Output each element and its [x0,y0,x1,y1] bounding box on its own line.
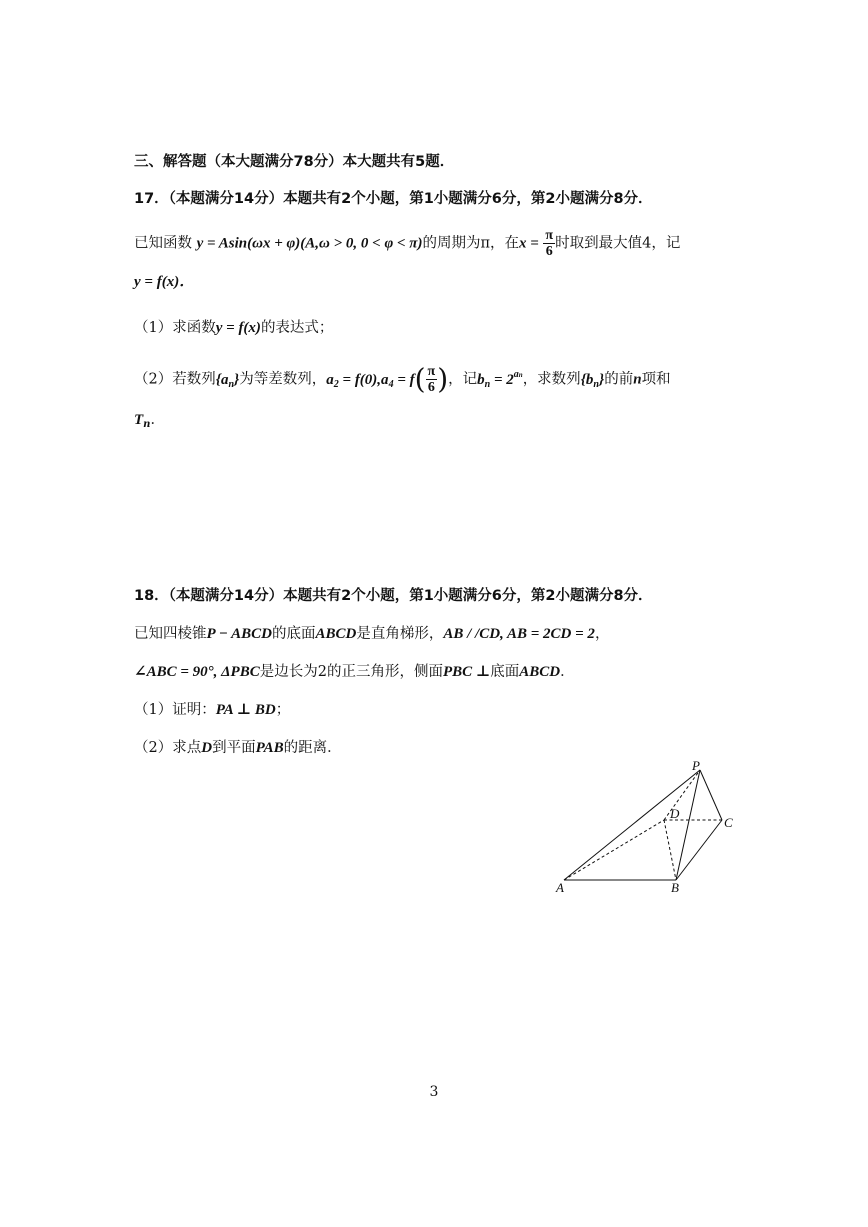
edge-ad [564,820,664,880]
label-p: P [692,758,700,773]
label-c: C [724,815,733,830]
q18-line1-b: 的底面 [272,626,316,642]
q18-part1-math: PA ⊥ BD [215,702,276,718]
label-a: A [556,880,564,895]
q17-stem-a: 已知函数 [134,235,192,252]
q18-line2-a: 是边长为2的正三角形，侧面 [259,664,443,680]
q18-part1-prefix: （1）证明： [134,702,216,718]
q17-part2-n: n [633,371,642,388]
q17-a4-rest: = f [393,371,415,388]
page-number: 3 [429,1084,439,1100]
q18-part2-m1: D [201,740,213,756]
q18-part2-mid: 到平面 [212,740,256,756]
q17-part2-e: 项和 [641,371,671,388]
q18-line1-c: 是直角梯形， [356,626,444,642]
q17-stem-c: 时取到最大值4，记 [555,235,681,252]
q17-bn-sup-sub: n [518,370,523,379]
q17-part2-frac-num: π [427,364,436,379]
q17-bn-sup: a [513,368,519,380]
q17-part1-prefix: （1）求函数 [134,320,216,336]
q17-stem-line2: y = f(x)． [134,274,195,290]
q17-part2-b: ，记 [448,371,478,388]
q17-paren-open: ( [414,362,426,396]
q17-a2: a [326,371,334,388]
q17-bn: b [477,371,485,388]
q18-part2-prefix: （2）求点 [134,740,202,756]
q17-tn-sub: n [143,419,151,430]
q17-part1-math: y = f(x) [215,320,261,336]
q18-line2-m2: PBC ⊥ [442,664,491,680]
q18-part2-suffix: 的距离． [283,740,342,756]
edge-bd [664,820,676,880]
q17-a4-sub: 4 [388,378,394,390]
q17-frac-num: π [545,228,554,243]
q17-part2-mid: 为等差数列， [239,371,327,388]
q18-part1-suffix: ； [275,702,291,718]
q17-tn-end: ． [150,412,165,428]
q18-header: 18．（本题满分14分）本题共有2个小题，第1小题满分6分，第2小题满分8分． [134,588,653,604]
q17-frac-den: 6 [545,244,553,259]
q17-part2-frac-den: 6 [427,380,435,395]
q17-header: 17．（本题满分14分）本题共有2个小题，第1小题满分6分，第2小题满分8分． [134,191,653,207]
q17-tn-T: T [134,412,144,428]
q17-part2-c: ，求数列 [522,371,581,388]
q17-stem-func: y = Asin(ωx + φ)(A,ω > 0, 0 < φ < π) [196,235,423,252]
q18-line2-m3: ABCD [519,664,561,680]
section-heading: 三、解答题（本大题满分78分）本大题共有5题． [134,154,455,170]
q18-line1-a: 已知四棱锥 [134,626,207,642]
q17-a2-sub: 2 [333,378,339,390]
q17-part1-suffix: 的表达式； [260,320,334,336]
q17-stem-x: x = [519,235,539,252]
q18-line1-m1: P − ABCD [206,626,272,642]
q17-part2-prefix: （2）若数列 [134,371,216,388]
q18-line2-c: ． [560,664,575,680]
q17-stem-b: 的周期为π，在 [422,235,519,252]
q17-paren-close: ) [437,362,449,396]
q17-a2-rest: = f(0),a [338,371,389,388]
q17-seq2-open: {b [580,371,594,388]
q18-line1-d: ， [594,626,610,642]
q18-line1-m3: AB / /CD, AB = 2CD = 2 [443,626,595,642]
q17-bn-sub: n [484,378,491,390]
q17-part2-d: 的前 [604,371,634,388]
q17-bn-rest: = 2 [490,371,514,388]
q17-seq-close: } [234,371,240,388]
q18-line1-m2: ABCD [315,626,357,642]
label-d: D [670,806,680,821]
edge-pc [700,770,722,820]
q18-line2-b: 底面 [490,664,520,680]
q18-line2-m1: ∠ABC = 90°, ΔPBC [134,664,260,680]
q17-seq2-close: } [598,371,605,388]
q17-seq2-sub: n [593,378,599,390]
label-b: B [671,880,679,895]
q17-seq-sub: n [228,378,235,390]
q17-seq-open: {a [215,371,229,388]
q18-part2-m2: PAB [255,740,284,756]
